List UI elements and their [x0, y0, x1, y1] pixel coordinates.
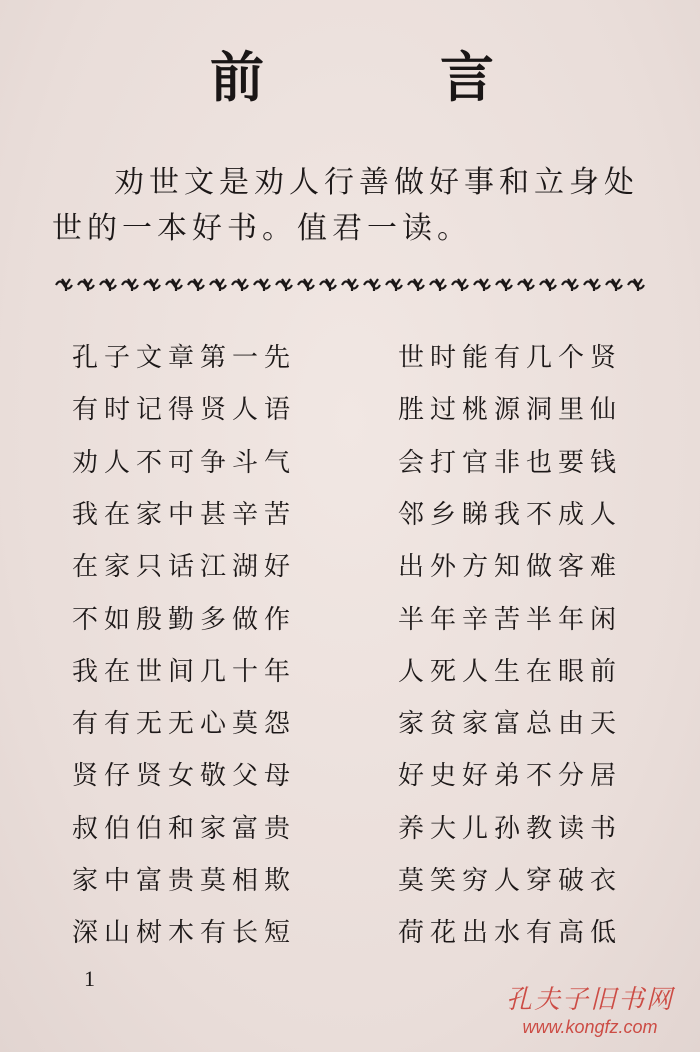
- watermark-name: 孔夫子旧书网: [505, 985, 674, 1015]
- verse-row: [0, 652, 700, 692]
- verse-row: [0, 704, 700, 744]
- verse-right-line: 人死人生在眼前: [398, 657, 623, 687]
- verse-row: [0, 443, 700, 483]
- verse-row: [0, 861, 700, 901]
- verse-row: [0, 390, 700, 430]
- verse-row: [0, 756, 700, 796]
- verse-left-line: 劝人不可争斗气: [72, 448, 297, 478]
- verse-left-line: 孔子文章第一先: [72, 343, 297, 373]
- verse-left-line: 有有无无心莫怨: [72, 709, 297, 739]
- verse-left-line: 贤仔贤女敬父母: [72, 761, 297, 791]
- preface-paragraph: [52, 160, 672, 252]
- page-title: [0, 42, 700, 112]
- verse-row: [0, 600, 700, 640]
- verse-row: [0, 809, 700, 849]
- verse-right-line: 荷花出水有高低: [398, 918, 623, 948]
- verse-row: [0, 338, 700, 378]
- verse-row: [0, 495, 700, 535]
- verse-right-line: 会打官非也要钱: [398, 448, 623, 478]
- title-char-1: 前: [210, 45, 264, 109]
- watermark-url: www.kongfz.com: [522, 1017, 658, 1037]
- verse-right-line: 半年辛苦半年闲: [398, 605, 623, 635]
- verse-right-line: 好史好弟不分居: [398, 761, 623, 791]
- verse-left-line: 有时记得贤人语: [72, 395, 297, 425]
- verse-right-line: 家贫家富总由天: [398, 709, 623, 739]
- verse-right-line: 世时能有几个贤: [398, 343, 623, 373]
- verse-left-line: 我在家中甚辛苦: [72, 500, 297, 530]
- verse-left-line: 深山树木有长短: [72, 918, 297, 948]
- verse-left-line: 我在世间几十年: [72, 657, 297, 687]
- ornamental-divider: [52, 274, 666, 296]
- verse-left-line: 在家只话江湖好: [72, 552, 297, 582]
- title-char-2: 言: [440, 45, 494, 109]
- verse-row: [0, 547, 700, 587]
- verse-left-line: 家中富贵莫相欺: [72, 866, 297, 896]
- verse-row: [0, 913, 700, 953]
- verse-right-line: 出外方知做客难: [398, 552, 623, 582]
- verse-left-line: 不如殷勤多做作: [72, 605, 297, 635]
- verse-right-line: 邻乡睇我不成人: [398, 500, 623, 530]
- verse-right-line: 养大儿孙教读书: [398, 814, 623, 844]
- page-number: 1: [84, 966, 95, 991]
- ornament-pattern: [56, 279, 644, 291]
- watermark: [490, 984, 690, 1038]
- verse-left-line: 叔伯伯和家富贵: [72, 814, 297, 844]
- preface-text: 劝世文是劝人行善做好事和立身处世的一本好书。值君一读。: [52, 165, 639, 246]
- verse-right-line: 莫笑穷人穿破衣: [398, 866, 623, 896]
- verse-right-line: 胜过桃源洞里仙: [398, 395, 623, 425]
